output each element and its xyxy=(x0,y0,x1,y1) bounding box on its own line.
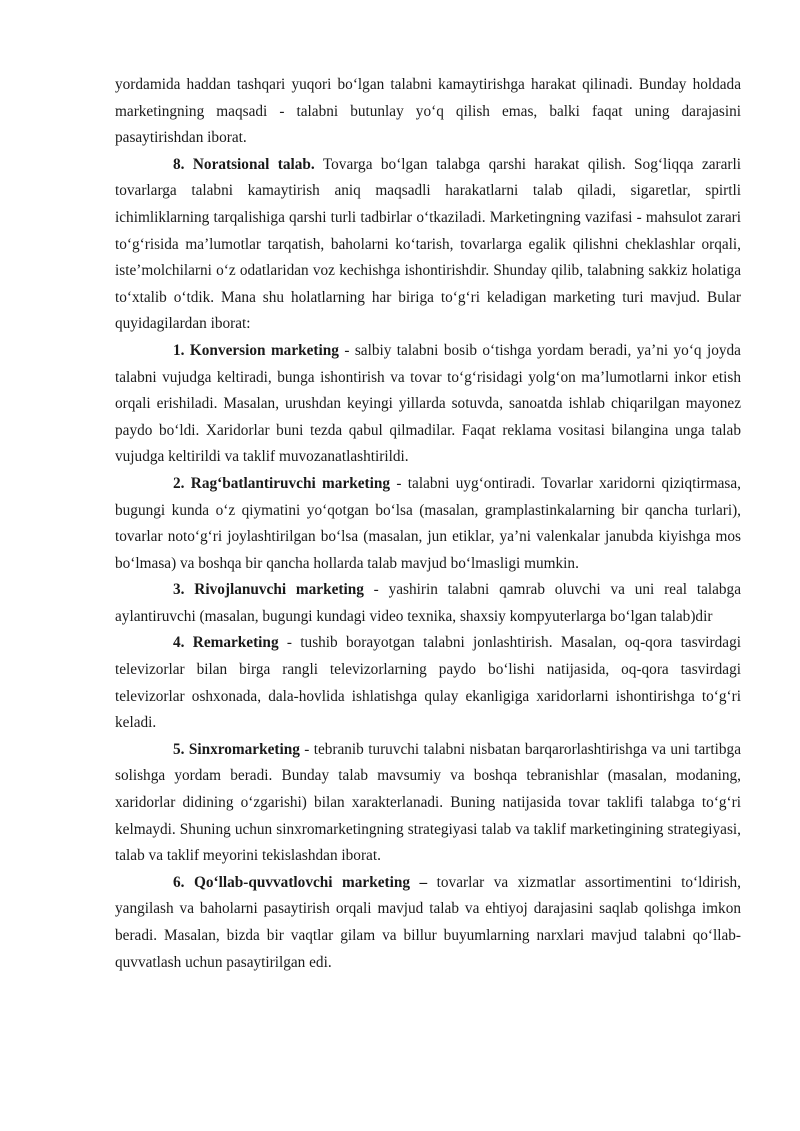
paragraph-text: yordamida haddan tashqari yuqori bo‘lgan talabni kamaytirishga harakat qilinadi. Bunday holdada marketingning maqsadi - talabni butunlay yo‘q qilish emas, balki faqat uning darajasini pasaytirishdan iborat. xyxy=(115,76,741,147)
paragraph-text: - yashirin talabni qamrab oluvchi va uni real talabga aylantiruvchi (masalan, bugungi kundagi video texnika, shaxsiy kompyuterlarga bo‘lgan talab)dir xyxy=(115,581,741,625)
paragraph-heading: 5. Sinxromarketing xyxy=(173,740,300,758)
document-page xyxy=(115,72,741,976)
paragraph-ragbatlantiruvchi-marketing xyxy=(115,471,741,577)
paragraph-sinxromarketing xyxy=(115,737,741,870)
paragraph-heading: 4. Remarketing xyxy=(173,634,279,652)
paragraph-text: tovarlar va xizmatlar assortimentini to‘ldirish, yangilash va baholarni pasaytirish orqali mavjud talab va ehtiyoj darajasini saqlab qolishga imkon beradi. Masalan, bizda bir vaqtlar gilam va billur buyumlarning narxlari mavjud talabni qo‘llab-quvvatlash uchun pasaytirilgan edi. xyxy=(115,873,742,971)
paragraph-text: - salbiy talabni bosib o‘tishga yordam beradi, ya’ni yo‘q joyda talabni vujudga keltiradi, bunga ishontirish va tovar to‘g‘risidagi yolg‘on ma’lumotlarni inkor etish orqali erishiladi. Masalan, urushdan keyingi yillarda sotuvda, sanoatda ishlab chiqarilgan mayonez paydo bo‘ldi. Xaridorlar buni tezda qabul qilmadilar. Faqat reklama vositasi bilangina unga talab vujudga keltirildi va taklif muvozanatlashtirildi. xyxy=(115,341,741,466)
paragraph-heading: 2. Rag‘batlantiruvchi marketing xyxy=(173,474,391,492)
paragraph-heading: 1. Konversion marketing xyxy=(173,341,339,359)
paragraph-continuation xyxy=(115,72,741,152)
paragraph-rivojlanuvchi-marketing xyxy=(115,577,741,630)
paragraph-text: - talabni uyg‘ontiradi. Tovarlar xaridorni qiziqtirmasa, bugungi kunda o‘z qiymatini yo‘qotgan bo‘lsa (masalan, gramplastinkalarning bir qancha turlari), tovarlar noto‘g‘ri joylashtirilgan bo‘lsa (masalan, jun etiklar, ya’ni valenkalar janubda kiyishga mos bo‘lmasa) va boshqa bir qancha hollarda talab mavjud bo‘lmasligi mumkin. xyxy=(115,474,741,572)
paragraph-konversion-marketing xyxy=(115,338,741,471)
paragraph-text: Tovarga bo‘lgan talabga qarshi harakat qilish. Sog‘liqqa zararli tovarlarga talabni kamaytirish aniq maqsadli harakatlarni talab qiladi, sigaretlar, spirtli ichimliklarning tarqalishiga qarshi turli tadbirlar o‘tkaziladi. Marketingning vazifasi - mahsulot zarari to‘g‘risida ma’lumotlar tarqatish, baholarni ko‘tarish, tovarlarga egalik qilishni cheklashlar orqali, iste’molchilarni o‘z odatlaridan voz kechishga ishontirishdir. Shunday qilib, talabning sakkiz holatiga to‘xtalib o‘tdik. Mana shu holatlarning har biriga to‘g‘ri keladigan marketing turi mavjud. Bular quyidagilardan iborat: xyxy=(115,155,741,333)
paragraph-qollab-quvvatlovchi-marketing xyxy=(115,870,741,976)
paragraph-heading: 3. Rivojlanuvchi marketing xyxy=(173,581,364,599)
paragraph-noratsional-talab xyxy=(115,152,741,338)
paragraph-heading: 6. Qo‘llab-quvvatlovchi marketing – xyxy=(173,873,428,891)
paragraph-heading: 8. Noratsional talab. xyxy=(173,155,315,173)
paragraph-text: - tushib borayotgan talabni jonlashtirish. Masalan, oq-qora tasvirdagi televizorlar bilan birga rangli televizorlarning paydo bo‘lishi natijasida, oq-qora tasvirdagi televizorlar oshxonada, dala-hovlida ishlatishga qulay ekanligiga xaridorlarni ishontirishga to‘g‘ri keladi. xyxy=(115,634,741,732)
paragraph-text: - tebranib turuvchi talabni nisbatan barqarorlashtirishga va uni tartibga solishga yordam beradi. Bunday talab mavsumiy va boshqa tebranishlar (masalan, modaning, xaridorlar didining o‘zgarishi) bilan xarakterlanadi. Buning natijasida tovar taklifi talabga to‘g‘ri kelmaydi. Shuning uchun sinxromarketingning strategiyasi talab va taklif marketingining strategiyasi, talab va taklif meyorini tekislashdan iborat. xyxy=(115,740,741,865)
paragraph-remarketing xyxy=(115,630,741,736)
